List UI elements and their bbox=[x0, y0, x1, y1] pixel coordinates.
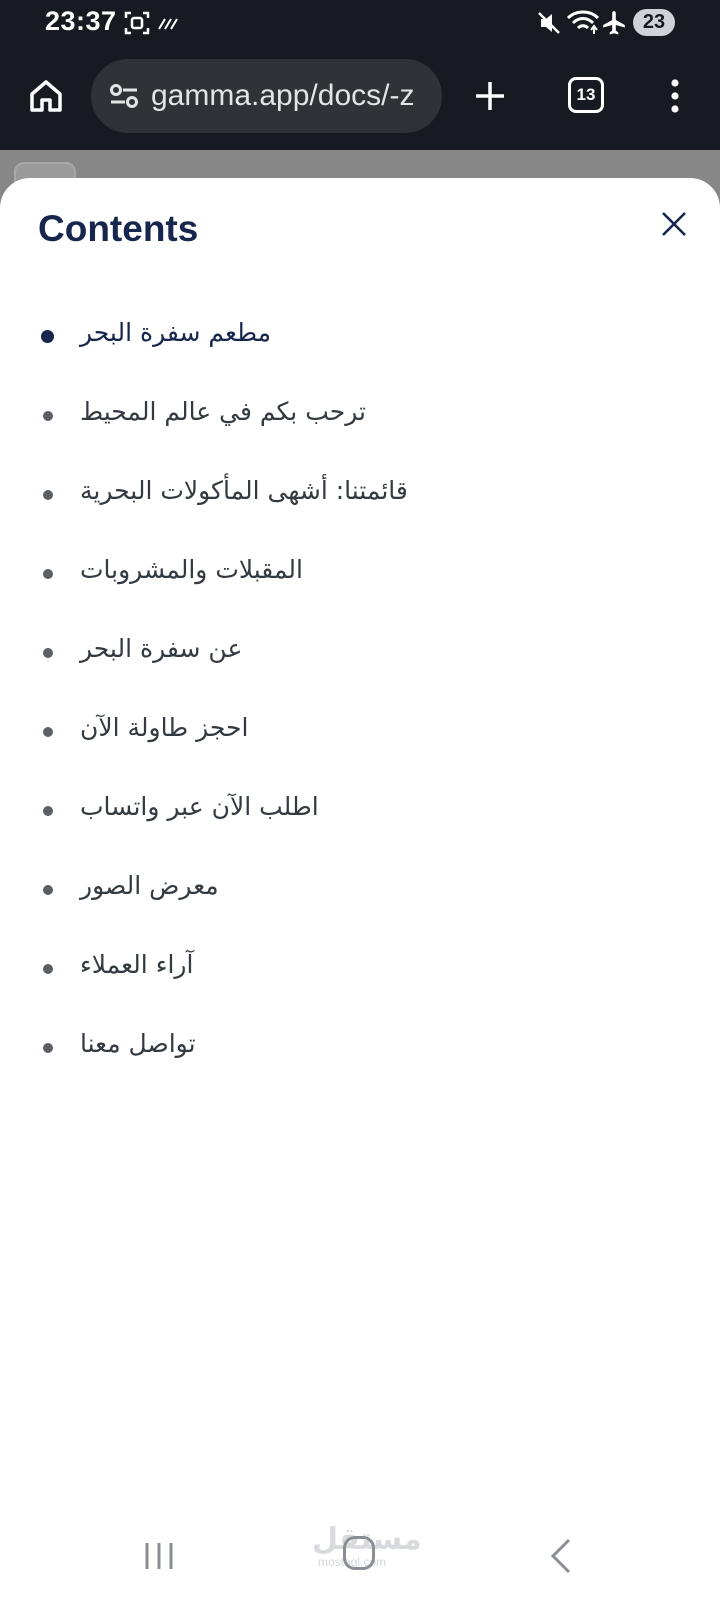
contents-list bbox=[0, 296, 720, 1086]
bullet bbox=[43, 964, 53, 974]
back-icon[interactable] bbox=[547, 1537, 575, 1575]
watermark-sub: mostaql.com bbox=[318, 1555, 387, 1569]
toc-item-label: اطلب الآن عبر واتساب bbox=[80, 792, 319, 821]
url-text: gamma.app/docs/-z bbox=[151, 79, 415, 112]
toc-item[interactable] bbox=[0, 454, 720, 533]
bullet bbox=[43, 490, 53, 500]
new-tab-button[interactable] bbox=[468, 74, 512, 118]
toc-item-label: عن سفرة البحر bbox=[80, 634, 243, 663]
home-button[interactable] bbox=[22, 72, 70, 120]
toc-item-label: قائمتنا: أشهى المأكولات البحرية bbox=[80, 476, 408, 505]
wifi-icon bbox=[566, 8, 600, 36]
toc-item[interactable] bbox=[0, 612, 720, 691]
toc-item-label: المقبلات والمشروبات bbox=[80, 555, 303, 584]
toc-item[interactable] bbox=[0, 770, 720, 849]
toc-item-label: معرض الصور bbox=[80, 871, 219, 900]
tab-count: 13 bbox=[576, 85, 596, 104]
nav-home-icon[interactable] bbox=[343, 1536, 375, 1570]
recents-icon[interactable] bbox=[142, 1540, 176, 1572]
address-bar[interactable] bbox=[91, 59, 442, 133]
close-icon bbox=[661, 211, 687, 237]
toc-item[interactable] bbox=[0, 691, 720, 770]
mute-icon bbox=[536, 10, 562, 36]
tune-icon bbox=[109, 83, 139, 109]
toc-item-label: آراء العملاء bbox=[80, 950, 194, 979]
sheet-title: Contents bbox=[38, 208, 199, 249]
toc-item-label: تواصل معنا bbox=[80, 1029, 196, 1058]
site-settings-button[interactable] bbox=[107, 79, 141, 113]
contents-sheet bbox=[0, 178, 720, 1600]
bullet bbox=[43, 1043, 53, 1053]
toc-item-label: مطعم سفرة البحر bbox=[80, 318, 272, 347]
airplane-icon bbox=[602, 10, 626, 36]
bullet bbox=[43, 411, 53, 421]
bullet bbox=[43, 648, 53, 658]
battery-indicator: 23 bbox=[633, 9, 675, 36]
toc-item-label: ترحب بكم في عالم المحيط bbox=[80, 397, 366, 426]
toc-item[interactable] bbox=[0, 296, 720, 375]
toc-item[interactable] bbox=[0, 849, 720, 928]
plus-icon bbox=[473, 79, 507, 113]
status-time: 23:37 bbox=[45, 6, 117, 36]
bullet-active bbox=[41, 330, 54, 343]
tabs-button[interactable] bbox=[568, 77, 604, 113]
bullet bbox=[43, 885, 53, 895]
home-icon bbox=[28, 78, 64, 114]
toc-item-label: احجز طاولة الآن bbox=[80, 713, 249, 742]
bullet bbox=[43, 727, 53, 737]
browser-chrome bbox=[0, 0, 720, 150]
toc-item[interactable] bbox=[0, 375, 720, 454]
toc-item[interactable] bbox=[0, 928, 720, 1007]
toc-item[interactable] bbox=[0, 1007, 720, 1086]
toc-item[interactable] bbox=[0, 533, 720, 612]
bullet bbox=[43, 806, 53, 816]
system-nav-bar bbox=[0, 1520, 720, 1600]
watermark: مستقل bbox=[312, 1523, 422, 1556]
more-options-button[interactable] bbox=[660, 74, 690, 118]
close-button[interactable] bbox=[656, 206, 692, 242]
screenshot-icon bbox=[124, 10, 150, 36]
more-vert-icon bbox=[670, 79, 680, 113]
signal-lines-icon bbox=[157, 15, 179, 31]
bullet bbox=[43, 569, 53, 579]
